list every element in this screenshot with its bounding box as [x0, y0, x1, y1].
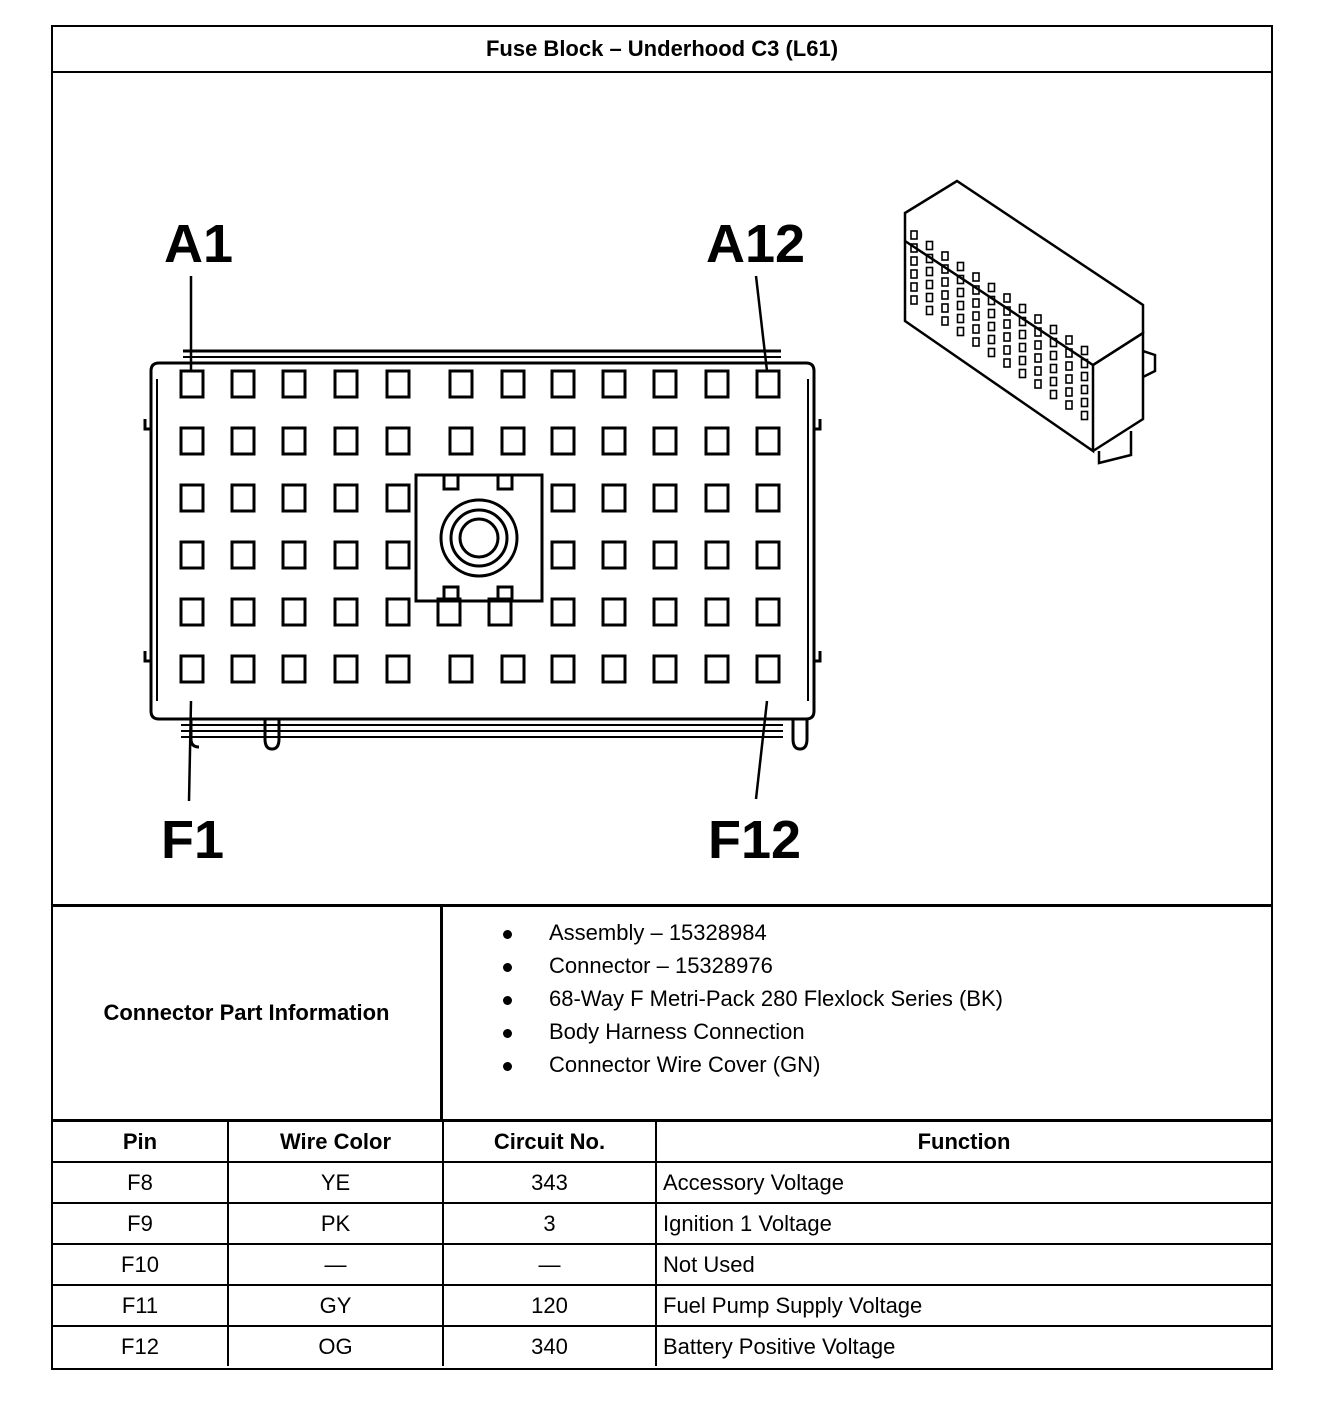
iso-pin-cavity — [989, 323, 995, 331]
iso-pin-cavity — [1020, 357, 1026, 365]
connector-info-text: 68-Way F Metri-Pack 280 Flexlock Series (BK) — [549, 986, 1003, 1011]
iso-pin-cavity — [1066, 375, 1072, 383]
pin-cavity — [603, 371, 625, 397]
header-function: Function — [656, 1122, 1271, 1162]
pin-table-header — [53, 1122, 1271, 1162]
iso-pin-cavity — [911, 231, 917, 239]
iso-pin-cavity — [911, 257, 917, 265]
iso-pin-cavity — [1051, 352, 1057, 360]
pin-cavity — [450, 656, 472, 682]
pin-cavity — [232, 599, 254, 625]
pin-cavity — [757, 428, 779, 454]
iso-pin-cavity — [973, 312, 979, 320]
pin-cavity — [757, 599, 779, 625]
pin-cavity — [489, 599, 511, 625]
iso-pin-cavity — [1082, 399, 1088, 407]
pin-cavity — [335, 371, 357, 397]
iso-pin-cavity — [927, 281, 933, 289]
pin-cavity — [552, 485, 574, 511]
pin-cavity — [706, 485, 728, 511]
iso-pin-cavity — [942, 304, 948, 312]
cell-function: Not Used — [656, 1244, 1271, 1285]
pin-cavity — [283, 371, 305, 397]
bullet-icon — [503, 963, 512, 972]
cell-pin: F8 — [53, 1162, 228, 1203]
iso-pin-cavity — [1082, 347, 1088, 355]
pin-cavity — [552, 599, 574, 625]
pin-cavity — [232, 485, 254, 511]
iso-pin-cavity — [958, 302, 964, 310]
pin-cavity — [232, 656, 254, 682]
pin-cavity — [706, 656, 728, 682]
pin-cavity — [552, 371, 574, 397]
iso-pin-cavity — [927, 294, 933, 302]
iso-pin-cavity — [1082, 412, 1088, 420]
connector-info-text: Body Harness Connection — [549, 1019, 805, 1044]
pin-cavity — [654, 371, 676, 397]
connector-part-info — [53, 904, 1271, 1122]
iso-pin-cavity — [1035, 380, 1041, 388]
iso-pin-cavity — [1082, 373, 1088, 381]
pin-cavity — [654, 485, 676, 511]
cell-pin: F11 — [53, 1285, 228, 1326]
pin-cavity — [552, 656, 574, 682]
header-wire-color: Wire Color — [228, 1122, 443, 1162]
pin-cavity — [706, 599, 728, 625]
cell-circuit: 343 — [443, 1162, 656, 1203]
connector-info-item — [443, 919, 1271, 952]
pin-cavity — [283, 485, 305, 511]
connector-info-text: Assembly – 15328984 — [549, 920, 767, 945]
cell-wire-color: OG — [228, 1326, 443, 1366]
iso-pin-cavity — [1066, 388, 1072, 396]
connector-info-list — [443, 907, 1271, 1084]
pin-cavity — [603, 485, 625, 511]
bullet-icon — [503, 996, 512, 1005]
connector-info-text: Connector Wire Cover (GN) — [549, 1052, 821, 1077]
iso-pin-cavity — [1066, 336, 1072, 344]
connector-info-item — [443, 985, 1271, 1018]
pin-cavity — [757, 371, 779, 397]
pin-cavity — [283, 542, 305, 568]
pin-cavity — [387, 599, 409, 625]
iso-pin-cavity — [1004, 359, 1010, 367]
header-circuit: Circuit No. — [443, 1122, 656, 1162]
pin-cavity — [502, 371, 524, 397]
connector-info-list-container — [443, 907, 1271, 1119]
bullet-icon — [503, 1062, 512, 1071]
pin-cavity — [603, 428, 625, 454]
pin-cavity — [283, 428, 305, 454]
iso-pin-cavity — [911, 296, 917, 304]
iso-pin-cavity — [958, 289, 964, 297]
iso-pin-cavity — [1035, 341, 1041, 349]
iso-pin-cavity — [1066, 362, 1072, 370]
iso-pin-cavity — [942, 278, 948, 286]
pin-cavity — [654, 599, 676, 625]
pin-cavity — [181, 542, 203, 568]
iso-pin-cavity — [1004, 346, 1010, 354]
pin-cavity — [181, 485, 203, 511]
cell-circuit: 340 — [443, 1326, 656, 1366]
iso-pin-cavity — [973, 325, 979, 333]
iso-pin-cavity — [1082, 386, 1088, 394]
connector-info-text: Connector – 15328976 — [549, 953, 773, 978]
pin-cavity — [438, 599, 460, 625]
cell-pin: F12 — [53, 1326, 228, 1366]
iso-pin-cavity — [1004, 333, 1010, 341]
iso-pin-cavity — [1020, 305, 1026, 313]
bullet-icon — [503, 1029, 512, 1038]
table-row — [53, 1162, 1271, 1203]
pin-cavity — [603, 656, 625, 682]
iso-pin-cavity — [1051, 378, 1057, 386]
iso-pin-cavity — [911, 283, 917, 291]
iso-pin-cavity — [958, 328, 964, 336]
cell-wire-color: GY — [228, 1285, 443, 1326]
connector-face-drawing — [53, 71, 1271, 905]
pin-cavity — [603, 599, 625, 625]
iso-pin-cavity — [927, 242, 933, 250]
table-row — [53, 1203, 1271, 1244]
table-row — [53, 1326, 1271, 1366]
iso-pin-cavity — [942, 252, 948, 260]
cell-function: Ignition 1 Voltage — [656, 1203, 1271, 1244]
bullet-icon — [503, 930, 512, 939]
iso-pin-cavity — [1020, 331, 1026, 339]
iso-pin-cavity — [1035, 315, 1041, 323]
connector-diagram — [53, 71, 1271, 905]
pin-cavity — [335, 428, 357, 454]
iso-pin-cavity — [942, 291, 948, 299]
pin-cavity — [706, 371, 728, 397]
pin-cavity — [335, 542, 357, 568]
pin-cavity — [387, 371, 409, 397]
pin-cavity — [387, 428, 409, 454]
pin-cavity — [654, 542, 676, 568]
iso-pin-cavity — [989, 336, 995, 344]
cell-wire-color: PK — [228, 1203, 443, 1244]
iso-pin-cavity — [1020, 344, 1026, 352]
iso-pin-cavity — [989, 284, 995, 292]
pin-cavity — [181, 599, 203, 625]
cell-pin: F10 — [53, 1244, 228, 1285]
pin-cavity — [757, 485, 779, 511]
cell-circuit: 120 — [443, 1285, 656, 1326]
iso-pin-cavity — [973, 299, 979, 307]
pin-cavity — [335, 656, 357, 682]
pin-cavity — [552, 542, 574, 568]
pin-cavity — [283, 656, 305, 682]
pin-label-f1: F1 — [161, 810, 225, 870]
table-row — [53, 1285, 1271, 1326]
pin-cavity — [232, 371, 254, 397]
pin-cavity — [387, 656, 409, 682]
pin-cavity — [387, 542, 409, 568]
pin-cavity — [232, 428, 254, 454]
pin-cavity — [181, 656, 203, 682]
cell-function: Fuel Pump Supply Voltage — [656, 1285, 1271, 1326]
pin-cavity — [283, 599, 305, 625]
pin-cavity — [706, 542, 728, 568]
pin-cavity — [450, 371, 472, 397]
iso-pin-cavity — [973, 273, 979, 281]
iso-pin-cavity — [1066, 401, 1072, 409]
pin-cavity — [335, 485, 357, 511]
pin-cavity — [654, 656, 676, 682]
table-row — [53, 1244, 1271, 1285]
pin-cavity — [706, 428, 728, 454]
iso-pin-cavity — [989, 310, 995, 318]
pin-label-f12: F12 — [708, 810, 802, 870]
iso-pin-cavity — [1035, 367, 1041, 375]
cell-function: Accessory Voltage — [656, 1162, 1271, 1203]
pin-cavity — [654, 428, 676, 454]
pin-cavity — [232, 542, 254, 568]
iso-pin-cavity — [989, 349, 995, 357]
pin-table — [53, 1122, 1271, 1366]
pin-cavity — [387, 485, 409, 511]
connector-info-item — [443, 1051, 1271, 1084]
iso-pin-cavity — [942, 317, 948, 325]
iso-pin-cavity — [1004, 320, 1010, 328]
cell-circuit: — — [443, 1244, 656, 1285]
pin-cavity — [502, 656, 524, 682]
iso-pin-cavity — [1051, 365, 1057, 373]
iso-pin-cavity — [973, 338, 979, 346]
pin-cavity — [181, 371, 203, 397]
cell-wire-color: — — [228, 1244, 443, 1285]
connector-info-heading: Connector Part Information — [53, 907, 443, 1119]
document-frame — [51, 25, 1273, 1370]
pin-cavity — [757, 656, 779, 682]
cell-circuit: 3 — [443, 1203, 656, 1244]
iso-pin-cavity — [1020, 370, 1026, 378]
pin-cavity — [502, 428, 524, 454]
pin-label-a12: A12 — [706, 214, 806, 274]
pin-cavity — [552, 428, 574, 454]
iso-pin-cavity — [1051, 326, 1057, 334]
pin-cavity — [757, 542, 779, 568]
pin-cavity — [181, 428, 203, 454]
cell-wire-color: YE — [228, 1162, 443, 1203]
connector-info-item — [443, 952, 1271, 985]
pin-cavity — [335, 599, 357, 625]
cell-function: Battery Positive Voltage — [656, 1326, 1271, 1366]
iso-pin-cavity — [1035, 354, 1041, 362]
cell-pin: F9 — [53, 1203, 228, 1244]
iso-pin-cavity — [1051, 391, 1057, 399]
header-pin: Pin — [53, 1122, 228, 1162]
page-title: Fuse Block – Underhood C3 (L61) — [53, 27, 1271, 73]
pin-label-a1: A1 — [164, 214, 234, 274]
connector-info-item — [443, 1018, 1271, 1051]
iso-pin-cavity — [927, 268, 933, 276]
pin-cavity — [450, 428, 472, 454]
iso-pin-cavity — [911, 270, 917, 278]
pin-cavity — [603, 542, 625, 568]
iso-pin-cavity — [958, 263, 964, 271]
iso-pin-cavity — [958, 315, 964, 323]
iso-pin-cavity — [927, 307, 933, 315]
iso-pin-cavity — [1004, 294, 1010, 302]
